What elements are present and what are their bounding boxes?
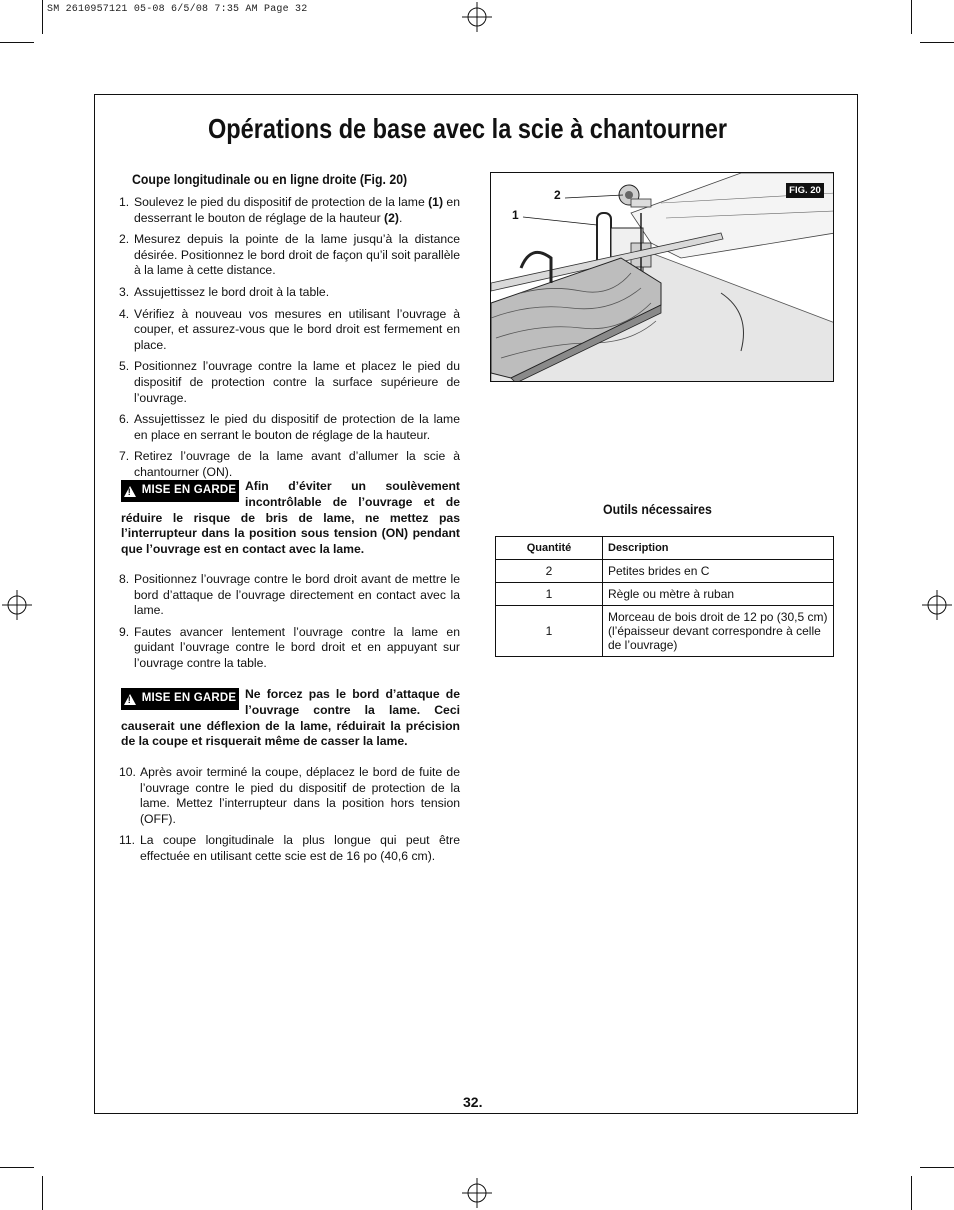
steps-list-2: [119, 572, 460, 678]
step-number: 6.: [119, 412, 130, 427]
step-number: 2.: [119, 232, 130, 247]
registration-mark-right: [922, 590, 952, 620]
step-text: Vérifiez à nouveau vos mesures en utilisant l’ouvrage à couper, et assurez-vous que le bord droit est fermement en place.: [134, 306, 460, 352]
step-number: 5.: [119, 359, 130, 374]
steps-list-1: [119, 195, 460, 487]
warning-badge-label: MISE EN GARDE: [141, 692, 237, 705]
callout-2: 2: [554, 188, 561, 202]
step-number: 11.: [119, 833, 136, 848]
warning-box-1: [121, 479, 460, 558]
list-item: [119, 307, 460, 354]
steps-list-3: [119, 765, 460, 871]
desc-column-header: Description: [603, 537, 834, 560]
warning-icon: !: [124, 694, 136, 705]
desc-cell: Petites brides en C: [603, 560, 834, 583]
tools-table: [495, 536, 834, 657]
page-title: Opérations de base avec la scie à chantourner: [208, 113, 727, 144]
tools-heading: Outils nécessaires: [603, 501, 712, 517]
figure-tag: FIG. 20: [786, 183, 824, 198]
list-item: [119, 833, 460, 864]
list-item: [119, 232, 460, 279]
step-number: 9.: [119, 624, 130, 639]
qty-cell: 1: [496, 583, 603, 606]
warning-text: Ne forcez pas le bord d’attaque de l’ouvrage contre la lame. Ceci causerait une déflexion de la lame, réduirait la précision de la coupe et risquerait même de casser la lame.: [121, 687, 460, 749]
table-row: [496, 583, 834, 606]
step-text: Assujettissez le bord droit à la table.: [134, 284, 330, 299]
section-heading: Coupe longitudinale ou en ligne droite (Fig. 20): [132, 171, 408, 187]
print-slug: SM 2610957121 05-08 6/5/08 7:35 AM Page 32: [47, 4, 308, 15]
list-item: [119, 359, 460, 406]
step-text: Retirez l’ouvrage de la lame avant d’allumer la scie à chantourner (ON).: [134, 449, 460, 479]
table-row: [496, 606, 834, 657]
qty-cell: 1: [496, 606, 603, 657]
registration-mark-top: [462, 2, 492, 32]
step-number: 7.: [119, 449, 130, 464]
page-number: 32.: [463, 1094, 483, 1110]
table-header-row: [496, 537, 834, 560]
warning-text: Afin d’éviter un soulèvement incontrôlable de l’ouvrage et de réduire le risque de bris de lame, ne mettez pas l’interrupteur dans la position sous tension (ON) pendant que l’ouvrage est en contact avec la lame.: [121, 479, 460, 557]
step-number: 8.: [119, 572, 130, 586]
step-number: 10.: [119, 765, 136, 779]
warning-badge: [121, 480, 239, 502]
step-text: Fautes avancer lentement l’ouvrage contre la lame en guidant l’ouvrage contre le bord droit et en appuyant sur l’ouvrage contre la table.: [134, 624, 460, 670]
registration-mark-left: [2, 590, 32, 620]
warning-badge-label: MISE EN GARDE: [141, 484, 237, 497]
list-item: [119, 625, 460, 672]
qty-column-header: Quantité: [496, 537, 603, 560]
step-text: Mesurez depuis la pointe de la lame jusqu’à la distance désirée. Positionnez le bord droit de façon qu’il soit parallèle à la lame à cette distance.: [134, 232, 460, 278]
tools-table-body: [496, 560, 834, 657]
scroll-saw-drawing: [491, 173, 834, 382]
step-number: 3.: [119, 284, 130, 299]
step-number: 4.: [119, 306, 130, 321]
figure-20-illustration: [490, 172, 834, 382]
step-text: Positionnez l’ouvrage contre le bord droit avant de mettre le bord d’attaque de l’ouvrage directement en contact avec la lame.: [134, 572, 460, 618]
list-item: [119, 765, 460, 827]
step-text: Assujettissez le pied du dispositif de protection de la lame en place en serrant le bouton de réglage de la hauteur.: [134, 412, 460, 442]
registration-mark-bottom: [462, 1178, 492, 1208]
callout-1: 1: [512, 208, 519, 222]
warning-box-2: [121, 687, 460, 750]
list-item: [119, 285, 460, 301]
warning-badge: [121, 688, 239, 710]
step-text: Soulevez le pied du dispositif de protection de la lame (1) en desserrant le bouton de réglage de la hauteur (2).: [134, 195, 460, 225]
table-row: [496, 560, 834, 583]
step-text: Après avoir terminé la coupe, déplacez le bord de fuite de l’ouvrage contre le pied du dispositif de protection de la lame. Mettez l’interrupteur dans la position hors tension (OFF).: [140, 765, 460, 826]
step-number: 1.: [119, 195, 130, 209]
step-text: La coupe longitudinale la plus longue qui peut être effectuée en utilisant cette scie est de 16 po (40,6 cm).: [140, 833, 460, 863]
list-item: [119, 412, 460, 443]
list-item: [119, 195, 460, 226]
list-item: [119, 572, 460, 619]
warning-icon: !: [124, 486, 136, 497]
desc-cell: Morceau de bois droit de 12 po (30,5 cm) (l’épaisseur devant correspondre à celle de l’ouvrage): [603, 606, 834, 657]
desc-cell: Règle ou mètre à ruban: [603, 583, 834, 606]
list-item: [119, 449, 460, 480]
step-text: Positionnez l’ouvrage contre la lame et placez le pied du dispositif de protection contre la surface supérieure de l’ouvrage.: [134, 359, 460, 405]
qty-cell: 2: [496, 560, 603, 583]
